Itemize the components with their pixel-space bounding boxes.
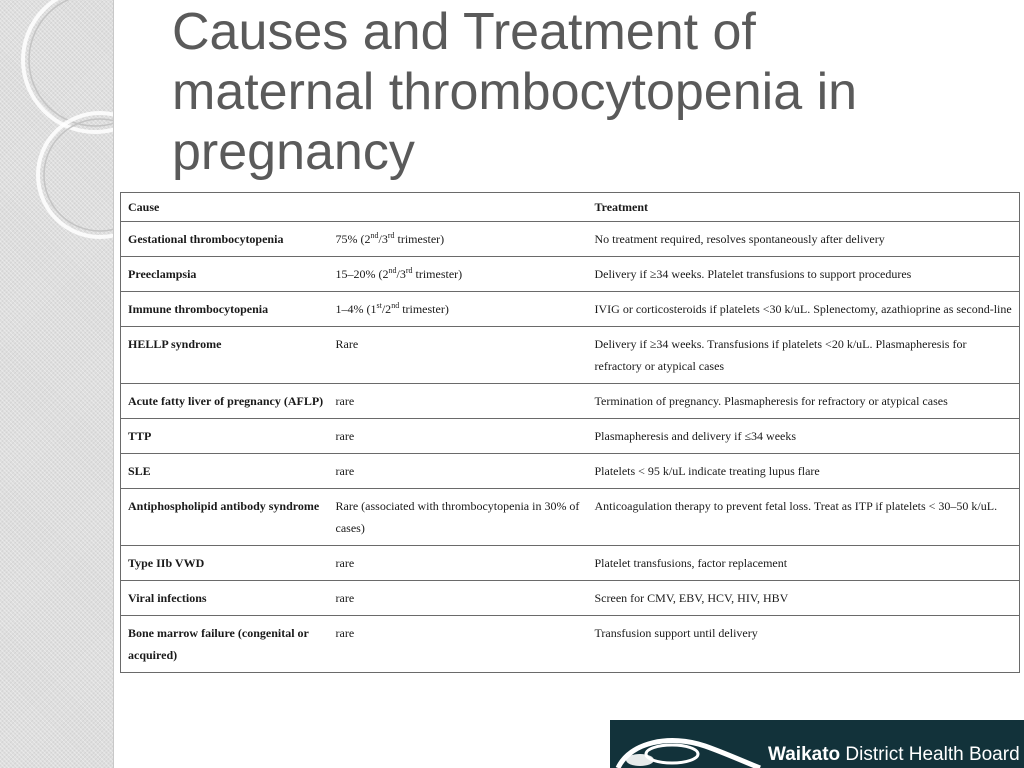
table-row bbox=[121, 616, 1020, 673]
cause-cell: Bone marrow failure (congenital or acquired) bbox=[121, 616, 332, 673]
table-row bbox=[121, 489, 1020, 546]
treatment-cell: No treatment required, resolves spontaneously after delivery bbox=[588, 222, 1020, 257]
frequency-cell: Rare (associated with thrombocytopenia in 30% of cases) bbox=[332, 489, 588, 546]
treatment-cell: Platelets < 95 k/uL indicate treating lupus flare bbox=[588, 454, 1020, 489]
decorative-side-panel bbox=[0, 0, 114, 768]
slide-title: Causes and Treatment of maternal thrombocytopenia in pregnancy bbox=[172, 3, 858, 181]
treatment-cell: Platelet transfusions, factor replacement bbox=[588, 546, 1020, 581]
cause-cell: HELLP syndrome bbox=[121, 327, 332, 384]
cause-cell: Type IIb VWD bbox=[121, 546, 332, 581]
table-row bbox=[121, 327, 1020, 384]
logo-text: Waikato District Health Board bbox=[768, 744, 1020, 765]
treatment-cell: Delivery if ≥34 weeks. Transfusions if platelets <20 k/uL. Plasmapheresis for refractory or atypical cases bbox=[588, 327, 1020, 384]
cause-cell: SLE bbox=[121, 454, 332, 489]
table-row bbox=[121, 384, 1020, 419]
treatment-cell: IVIG or corticosteroids if platelets <30 k/uL. Splenectomy, azathioprine as second-line bbox=[588, 292, 1020, 327]
table-row bbox=[121, 419, 1020, 454]
waikato-dhb-logo bbox=[610, 720, 1024, 768]
header-frequency bbox=[332, 193, 588, 222]
table-row bbox=[121, 257, 1020, 292]
frequency-cell: 15–20% (2nd/3rd trimester) bbox=[332, 257, 588, 292]
decorative-circles bbox=[0, 0, 113, 768]
frequency-cell: Rare bbox=[332, 327, 588, 384]
treatment-cell: Plasmapheresis and delivery if ≤34 weeks bbox=[588, 419, 1020, 454]
table-row bbox=[121, 222, 1020, 257]
table-row bbox=[121, 581, 1020, 616]
frequency-cell: rare bbox=[332, 419, 588, 454]
cause-cell: Viral infections bbox=[121, 581, 332, 616]
frequency-cell: rare bbox=[332, 616, 588, 673]
frequency-cell: rare bbox=[332, 454, 588, 489]
treatment-cell: Termination of pregnancy. Plasmapheresis for refractory or atypical cases bbox=[588, 384, 1020, 419]
table-header-row bbox=[121, 193, 1020, 222]
table-row bbox=[121, 546, 1020, 581]
table-row bbox=[121, 292, 1020, 327]
header-cause: Cause bbox=[121, 193, 332, 222]
cause-cell: TTP bbox=[121, 419, 332, 454]
logo-swoosh-icon bbox=[610, 720, 770, 768]
cause-cell: Immune thrombocytopenia bbox=[121, 292, 332, 327]
cause-cell: Gestational thrombocytopenia bbox=[121, 222, 332, 257]
treatment-cell: Transfusion support until delivery bbox=[588, 616, 1020, 673]
frequency-cell: 1–4% (1st/2nd trimester) bbox=[332, 292, 588, 327]
header-treatment: Treatment bbox=[588, 193, 1020, 222]
table-row bbox=[121, 454, 1020, 489]
cause-cell: Acute fatty liver of pregnancy (AFLP) bbox=[121, 384, 332, 419]
treatment-cell: Anticoagulation therapy to prevent fetal loss. Treat as ITP if platelets < 30–50 k/uL. bbox=[588, 489, 1020, 546]
frequency-cell: rare bbox=[332, 384, 588, 419]
frequency-cell: 75% (2nd/3rd trimester) bbox=[332, 222, 588, 257]
causes-treatment-table bbox=[120, 192, 1019, 673]
treatment-cell: Delivery if ≥34 weeks. Platelet transfusions to support procedures bbox=[588, 257, 1020, 292]
cause-cell: Preeclampsia bbox=[121, 257, 332, 292]
cause-cell: Antiphospholipid antibody syndrome bbox=[121, 489, 332, 546]
frequency-cell: rare bbox=[332, 546, 588, 581]
frequency-cell: rare bbox=[332, 581, 588, 616]
treatment-cell: Screen for CMV, EBV, HCV, HIV, HBV bbox=[588, 581, 1020, 616]
